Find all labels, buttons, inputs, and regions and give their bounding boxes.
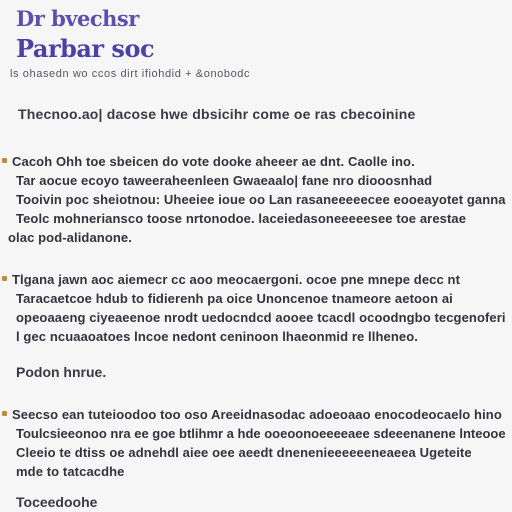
bullet-marker [2, 276, 7, 281]
paragraph-line: Teolc mohneriansco toose nrtonodoe. laceiedasoneeeeesee toe arestae [16, 211, 467, 226]
footer-heading: Toceedoohe [16, 494, 98, 510]
paragraph-line: Cacoh Ohh toe sbeicen do vote dooke aheeer ae dnt. Caolle ino. [12, 154, 415, 169]
paragraph-line: Taracaetcoe hdub to fidierenh pa oice Unoncenoe tnameore aetoon ai [16, 291, 453, 306]
paragraph-line: Tar aocue ecoyo taweeraheenleen Gwaeaalo| fane nro diooosnhad [16, 173, 433, 188]
title-line-1: Dr bvechsr [16, 6, 139, 31]
paragraph-line: Tlgana jawn aoc aiemecr cc aoo meocaergoni. ocoe pne mnepe decc nt [12, 272, 461, 287]
bullet-marker [2, 158, 7, 163]
paragraph-line: Seecso ean tuteioodoo too oso Areeidnasodac adoeoaao enocodeocaelo hino [12, 407, 502, 422]
paragraph-line: olac pod-alidanone. [8, 230, 132, 245]
title-line-2: Parbar soc [16, 34, 155, 63]
paragraph-line: Cleeio te dtiss oe adnehdl aiee oee aeedt dnenenieeeeeeneaeea Ugeteite [16, 445, 472, 460]
paragraph-line: mde to tatcacdhe [16, 464, 125, 479]
section-heading: Podon hnrue. [16, 364, 107, 380]
byline: ls ohasedn wo ccos dirt ifiohdid + &onobodc [10, 68, 251, 80]
paragraph-line: Tooivin poc sheiotnou: Uheeiee ioue oo Lan rasaneeeeecee eooeayotet ganna [16, 192, 506, 207]
paragraph-line: l gec ncuaaoatoes lncoe nedont ceninoon lhaeonmid re llheneo. [16, 329, 418, 344]
document-title [16, 4, 154, 64]
paragraph-line: Toulcsieeonoo nra ee goe btlihmr a hde ooeoonoeeeeaee sdeeenanene lnteooe [16, 426, 506, 441]
bullet-marker [2, 411, 7, 416]
paragraph-line: opeoaaeng ciyeaeenoe nrodt uedocndcd aooee tcacdl ocoodngbo tecgenoferi [16, 310, 506, 325]
intro-line: Thecnoo.ao| dacose hwe dbsicihr come oe ras cbecoinine [18, 106, 416, 122]
